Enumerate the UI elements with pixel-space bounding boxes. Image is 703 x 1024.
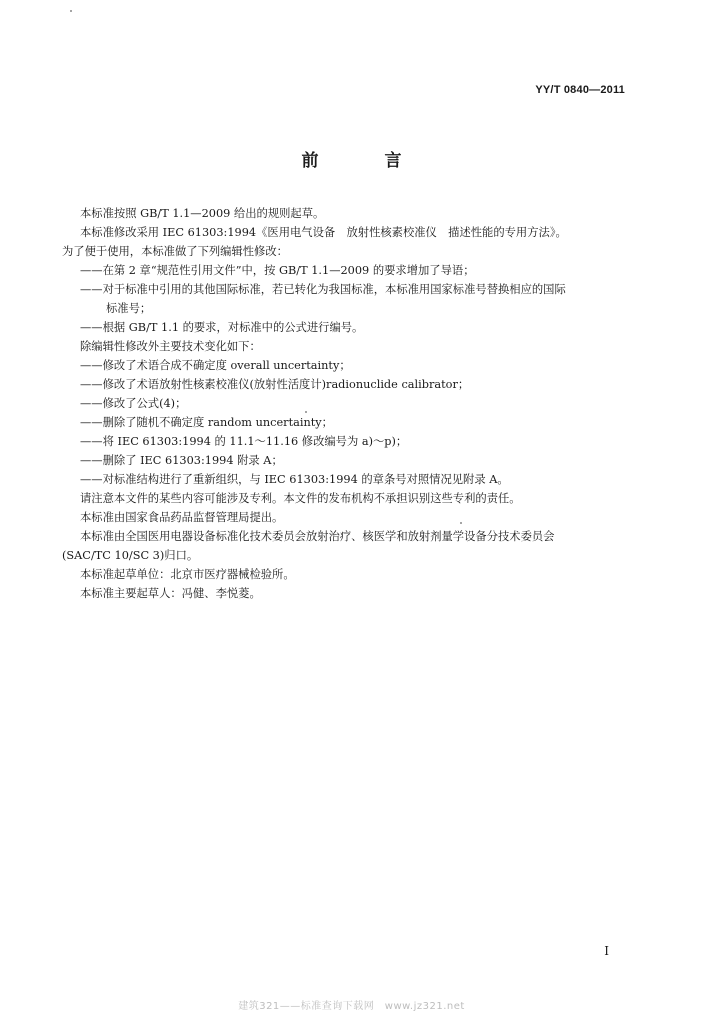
list-item: ——修改了公式(4)； (80, 397, 187, 410)
paragraph: 除编辑性修改外主要技术变化如下： (80, 340, 261, 353)
list-item-continuation: 标准号； (106, 302, 152, 315)
scan-speck (70, 10, 72, 12)
list-item: ——删除了 IEC 61303:1994 附录 A； (80, 454, 283, 467)
list-item: ——对标准结构进行了重新组织，与 IEC 61303:1994 的章条号对照情况见附录 A。 (80, 473, 509, 486)
scan-speck (460, 522, 462, 524)
list-item: ——在第 2 章“规范性引用文件”中，按 GB/T 1.1—2009 的要求增加了导语； (80, 264, 475, 277)
paragraph: 本标准由全国医用电器设备标准化技术委员会放射治疗、核医学和放射剂量学设备分技术委员会 (80, 530, 555, 543)
paragraph: 本标准主要起草人：冯健、李悦菱。 (80, 587, 261, 600)
scan-speck (305, 411, 307, 413)
paragraph: 本标准由国家食品药品监督管理局提出。 (80, 511, 284, 524)
paragraph: 本标准修改采用 IEC 61303:1994《医用电气设备 放射性核素校准仪 描述性能的专用方法》。 (80, 226, 567, 239)
list-item: ——修改了术语放射性核素校准仪(放射性活度计)radionuclide calibrator； (80, 378, 470, 391)
paragraph: 为了便于使用，本标准做了下列编辑性修改： (62, 245, 288, 258)
list-item: ——将 IEC 61303:1994 的 11.1～11.16 修改编号为 a)～p)； (80, 435, 408, 448)
paragraph: 请注意本文件的某些内容可能涉及专利。本文件的发布机构不承担识别这些专利的责任。 (80, 492, 521, 505)
watermark-text: 建筑321——标准查询下载网 www.jz321.net (238, 1001, 465, 1012)
foreword-body (62, 204, 628, 603)
list-item: ——修改了术语合成不确定度 overall uncertainty； (80, 359, 351, 372)
page-title: 前 言 (301, 151, 432, 171)
paragraph: 本标准按照 GB/T 1.1—2009 给出的规则起草。 (80, 207, 325, 220)
paragraph: (SAC/TC 10/SC 3)归口。 (62, 549, 199, 562)
page-number: I (604, 944, 609, 958)
list-item: ——根据 GB/T 1.1 的要求，对标准中的公式进行编号。 (80, 321, 364, 334)
list-item: ——对于标准中引用的其他国际标准，若已转化为我国标准，本标准用国家标准号替换相应的国际 (80, 283, 566, 296)
list-item: ——删除了随机不确定度 random uncertainty； (80, 416, 333, 429)
standard-code: YY/T 0840—2011 (535, 84, 625, 96)
paragraph: 本标准起草单位：北京市医疗器械检验所。 (80, 568, 295, 581)
